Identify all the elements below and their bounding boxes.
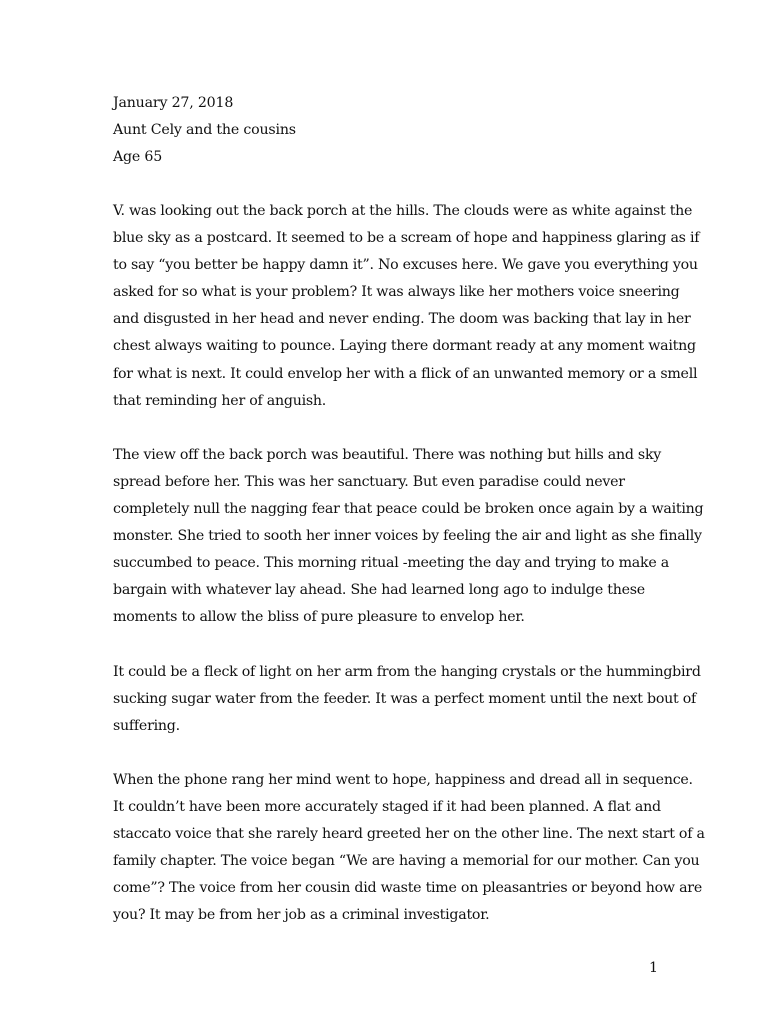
text-line: come”? The voice from her cousin did waste time on pleasantries or beyond how are: [113, 880, 702, 897]
paragraph-2: [113, 442, 704, 632]
text-line: blue sky as a postcard. It seemed to be a scream of hope and happiness glaring as if: [113, 230, 700, 247]
paragraph-4: [113, 767, 705, 930]
text-line: monster. She tried to sooth her inner voices by feeling the air and light as she finally: [113, 528, 702, 545]
text-line: spread before her. This was her sanctuary. But even paradise could never: [113, 473, 625, 490]
text-line: When the phone rang her mind went to hope, happiness and dread all in sequence.: [113, 771, 693, 788]
text-line: family chapter. The voice began “We are having a memorial for our mother. Can you: [113, 853, 700, 870]
header-date: January 27, 2018: [113, 95, 234, 111]
page-number: 1: [648, 960, 658, 976]
text-line: you? It may be from her job as a criminal investigator.: [113, 907, 490, 924]
text-line: completely null the nagging fear that peace could be broken once again by a waiting: [113, 501, 704, 518]
header-subject: Aunt Cely and the cousins: [113, 122, 296, 139]
text-line: asked for so what is your problem? It was always like her mothers voice sneering: [113, 284, 680, 301]
document-body: [113, 198, 705, 957]
header-age: Age 65: [113, 149, 163, 166]
text-line: It couldn’t have been more accurately staged if it had been planned. A flat and: [113, 799, 661, 816]
text-line: suffering.: [113, 717, 180, 734]
text-line: chest always waiting to pounce. Laying there dormant ready at any moment waitng: [113, 338, 696, 355]
document-header: [113, 90, 673, 171]
text-line: that reminding her of anguish.: [113, 392, 327, 409]
text-line: and disgusted in her head and never ending. The doom was backing that lay in her: [113, 311, 691, 328]
text-line: V. was looking out the back porch at the hills. The clouds were as white against the: [113, 203, 693, 219]
text-line: bargain with whatever lay ahead. She had learned long ago to indulge these: [113, 582, 645, 599]
text-line: for what is next. It could envelop her with a flick of an unwanted memory or a smell: [113, 365, 698, 382]
text-line: The view off the back porch was beautiful. There was nothing but hills and sky: [113, 446, 662, 463]
text-line: succumbed to peace. This morning ritual -meeting the day and trying to make a: [113, 555, 669, 572]
text-line: staccato voice that she rarely heard greeted her on the other line. The next start of a: [113, 826, 705, 843]
text-line: to say “you better be happy damn it”. No excuses here. We gave you everything you: [113, 257, 698, 274]
paragraph-1: [113, 198, 700, 415]
text-line: It could be a fleck of light on her arm from the hanging crystals or the hummingbird: [113, 663, 701, 680]
paragraph-3: [113, 659, 701, 740]
text-line: sucking sugar water from the feeder. It was a perfect moment until the next bout of: [113, 690, 697, 707]
text-line: moments to allow the bliss of pure pleasure to envelop her.: [113, 609, 525, 626]
